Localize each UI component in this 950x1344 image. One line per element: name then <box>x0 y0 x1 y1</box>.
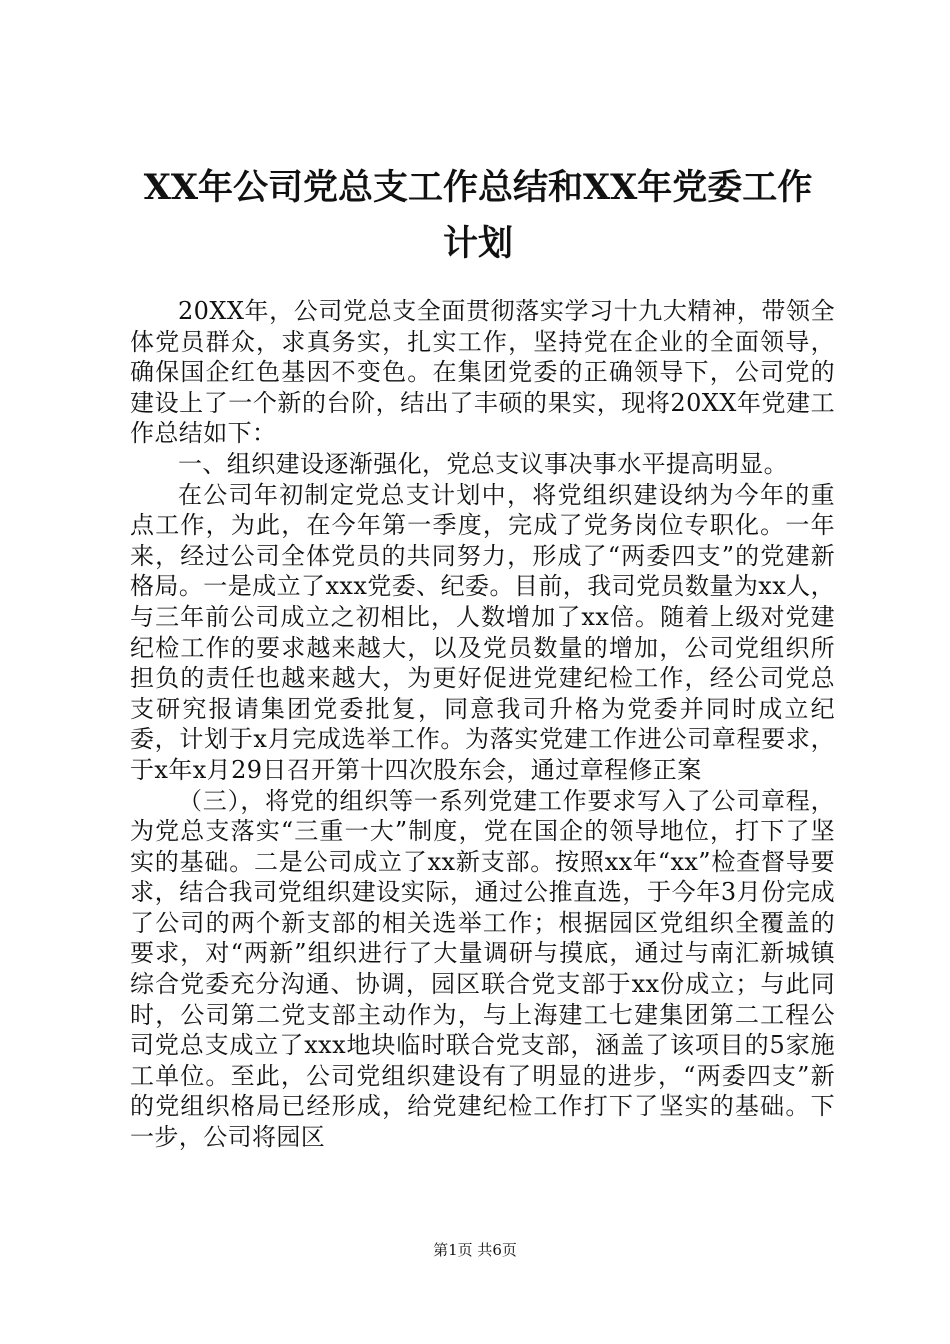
page-number-footer: 第1页 共6页 <box>433 1241 517 1259</box>
paragraph-branch-establishment: （三），将党的组织等一系列党建工作要求写入了公司章程，为党总支落实“三重一大”制度，党在国企的领导地位，打下了坚实的基础。二是公司成立了xx新支部。按照xx年“xx”检查督导要求，结合我司党组织建设实际，通过公推直选，于今年3月份完成了公司的两个新支部的相关选举工作；根据园区党组织全覆盖的要求，对“两新”组织进行了大量调研与摸底，通过与南汇新城镇综合党委充分沟通、协调，园区联合党支部于xx份成立；与此同时，公司第二党支部主动作为，与上海建工七建集团第二工程公司党总支成立了xxx地块临时联合党支部，涵盖了该项目的5家施工单位。至此，公司党组织建设有了明显的进步，“两委四支”新的党组织格局已经形成，给党建纪检工作打下了坚实的基础。下一步，公司将园区 <box>130 786 835 1152</box>
paragraph-intro: 20XX年，公司党总支全面贯彻落实学习十九大精神，带领全体党员群众，求真务实，扎实工作，坚持党在企业的全面领导，确保国企红色基因不变色。在集团党委的正确领导下，公司党的建设上了一个新的台阶，结出了丰硕的果实，现将20XX年党建工作总结如下： <box>130 297 835 448</box>
section-heading-organization: 一、组织建设逐渐强化，党总支议事决事水平提高明显。 <box>178 449 788 478</box>
document-body <box>130 296 835 1153</box>
paragraph-organization-building: 在公司年初制定党总支计划中，将党组织建设纳为今年的重点工作，为此，在今年第一季度，完成了党务岗位专职化。一年来，经过公司全体党员的共同努力，形成了“两委四支”的党建新格局。一是成立了xxx党委、纪委。目前，我司党员数量为xx人，与三年前公司成立之初相比，人数增加了xx倍。随着上级对党建纪检工作的要求越来越大，以及党员数量的增加，公司党组织所担负的责任也越来越大，为更好促进党建纪检工作，经公司党总支研究报请集团党委批复，同意我司升格为党委并同时成立纪委，计划于x月完成选举工作。为落实党建工作进公司章程要求，于x年x月29日召开第十四次股东会，通过章程修正案 <box>130 480 835 784</box>
document-title: XX年公司党总支工作总结和XX年党委工作计划 <box>143 167 813 264</box>
